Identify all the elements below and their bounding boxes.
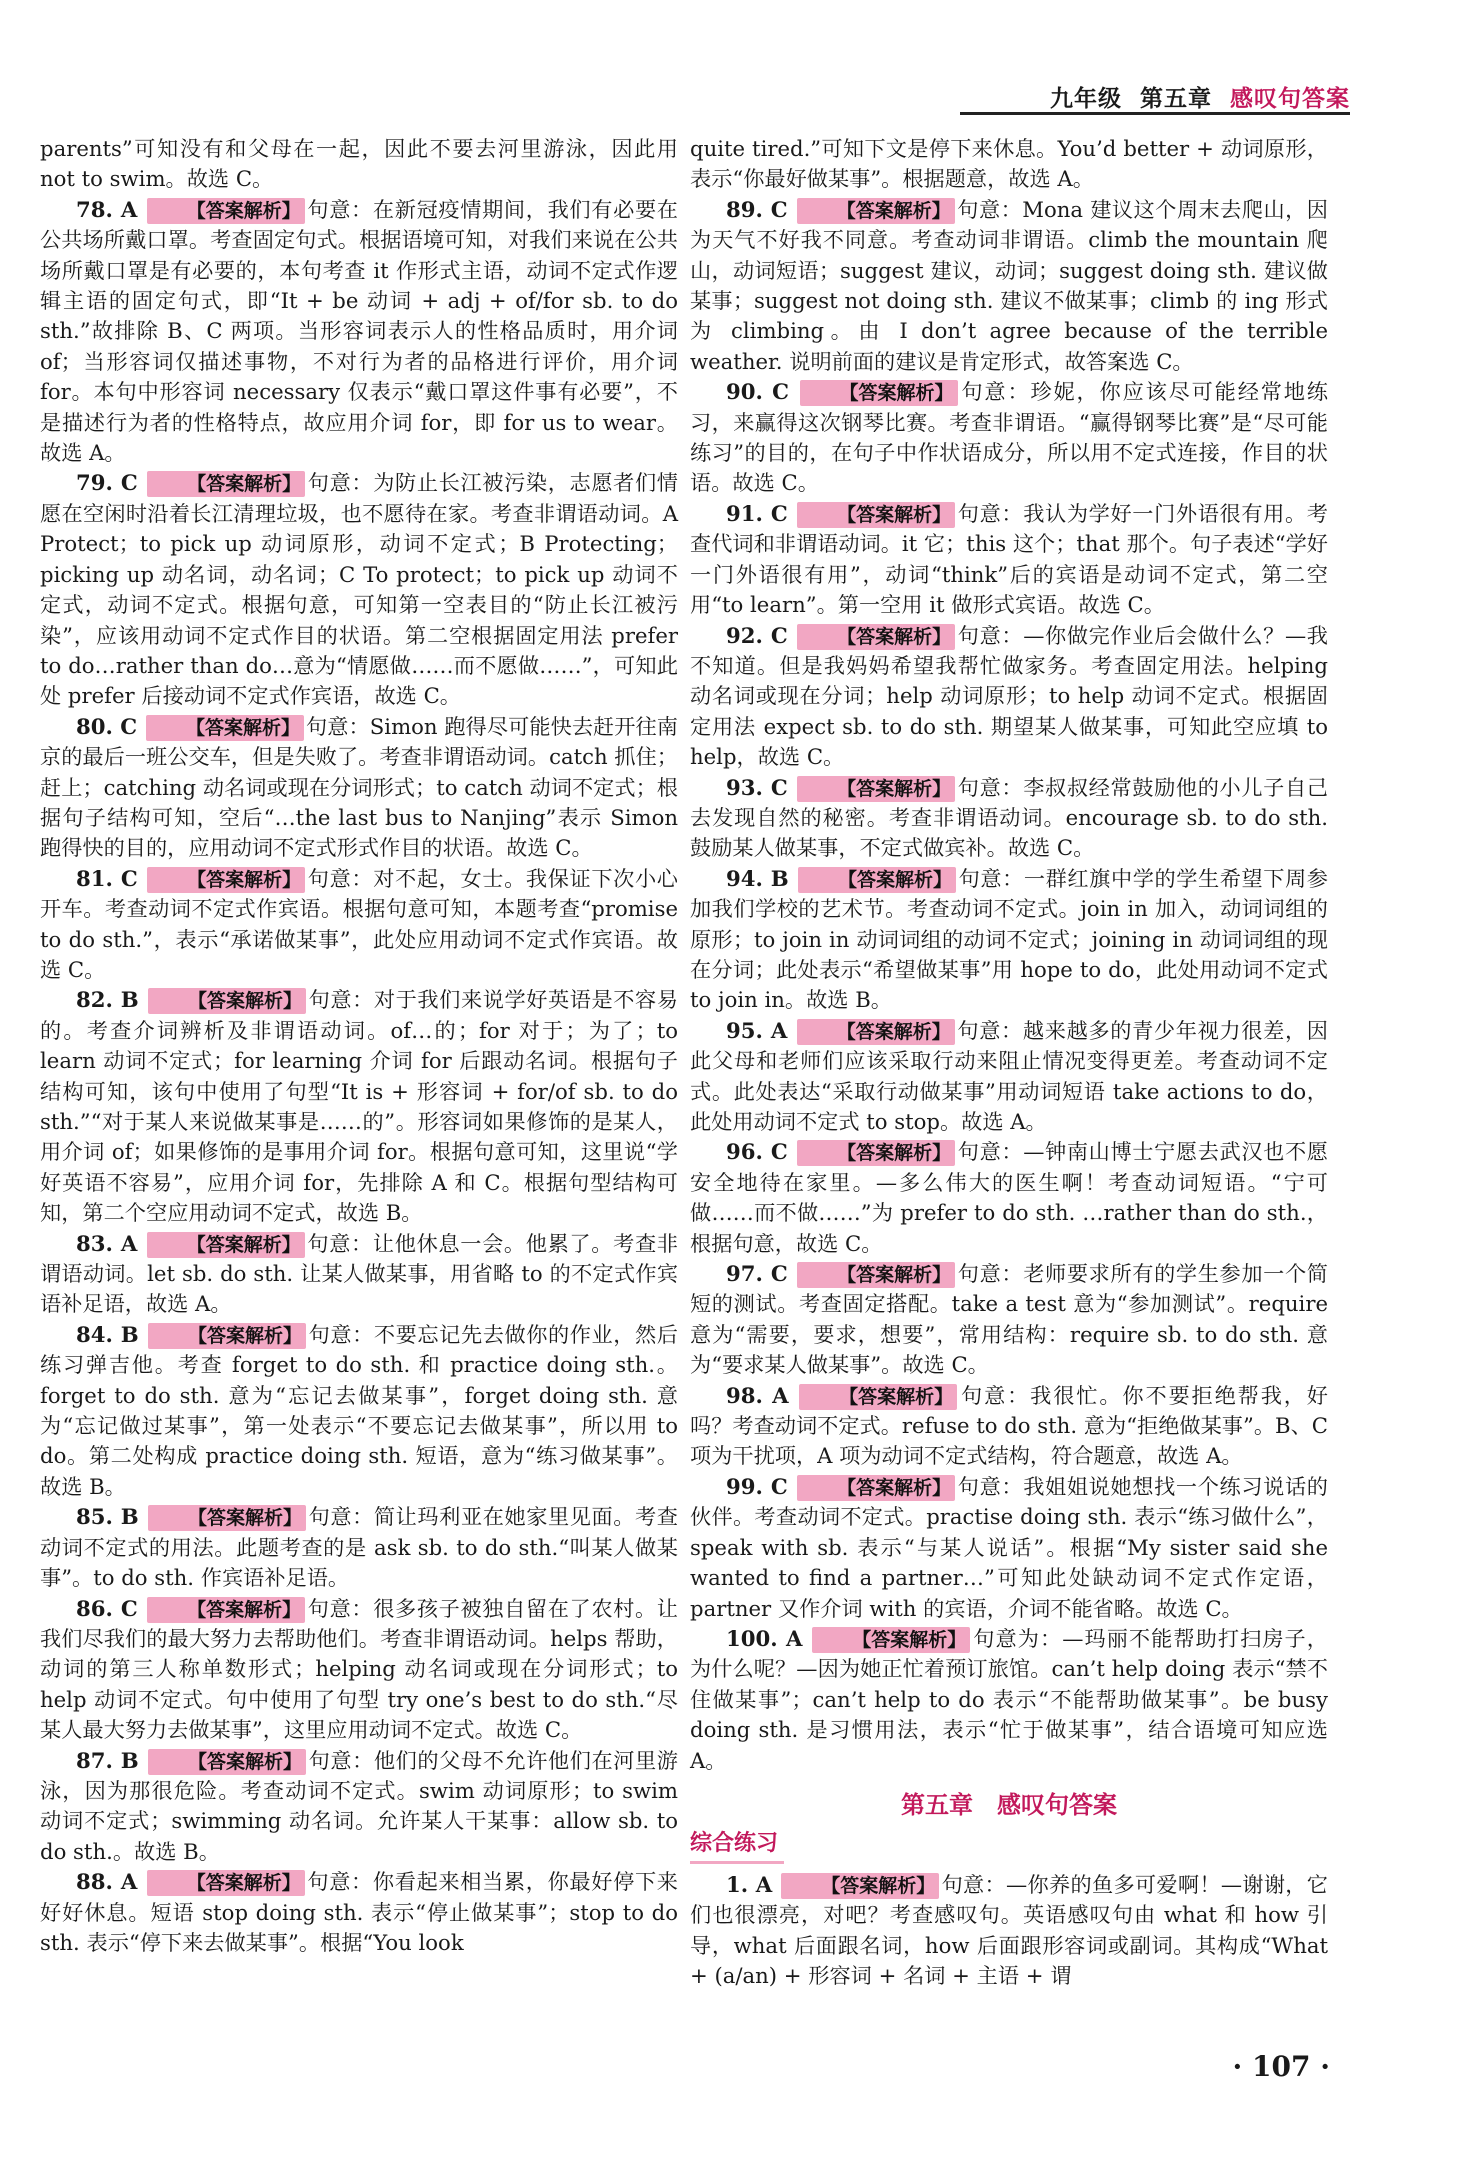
answer-item [690, 1137, 1328, 1259]
answer-analysis-tag: 【答案解析】 [148, 1749, 306, 1775]
answer-text: 句意：Simon 跑得尽可能快去赶开往南京的最后一班公交车，但是失败了。考查非谓语动词。catch 抓住；赶上；catching 动名词或现在分词形式；to catch 动词不定式；根据句子结构可知，空后“…the last bus to Nanjing”表示 Simon 跑得快的目的，应用动词不定式形式作目的状语。故选 C。 [40, 713, 678, 861]
answer-text: 句意：我很忙。你不要拒绝帮我，好吗？考查动词不定式。refuse to do sth. 意为“拒绝做某事”。B、C 项为干扰项，A 项为动词不定式结构，符合题意，故选 A。 [690, 1382, 1328, 1469]
answer-text: 句意：一群红旗中学的学生希望下周参加我们学校的艺术节。考查动词不定式。join in 加入，动词词组的原形；to join in 动词词组的动词不定式；joining in 动词词组的现在分词；此处表示“希望做某事”用 hope to do，此处用动词不定式 to join in。故选 B。 [690, 865, 1328, 1013]
answer-analysis-tag: 【答案解析】 [147, 198, 305, 224]
answer-analysis-tag: 【答案解析】 [147, 1597, 305, 1623]
answer-text: 句意：李叔叔经常鼓励他的小儿子自己去发现自然的秘密。考查非谓语动词。encourage sb. to do sth. 鼓励某人做某事，不定式做宾补。故选 C。 [690, 774, 1328, 861]
answer-analysis-tag: 【答案解析】 [797, 776, 955, 802]
answer-number: 100. A [726, 1625, 803, 1651]
answer-text: parents”可知没有和父母在一起，因此不要去河里游泳，因此用 not to swim。故选 C。 [40, 136, 678, 192]
answer-number: 78. A [76, 196, 138, 222]
answer-item [690, 195, 1328, 377]
answer-item [40, 1594, 678, 1746]
answer-number: 89. C [726, 196, 788, 222]
answer-number: 85. B [76, 1504, 139, 1530]
answer-text: 句意：为防止长江被污染，志愿者们情愿在空闲时沿着长江清理垃圾，也不愿待在家。考查非谓语动词。A Protect；to pick up 动词原形，动词不定式；B Protecting；picking up 动名词，动名词；C To protect；to pick up 动词不定式，动词不定式。根据句意，可知第一空表目的“防止长江被污染”，应该用动词不定式作目的状语。第二空根据固定用法 prefer to do…rather than do…意为“情愿做……而不愿做……”，可知此处 prefer 后接动词不定式作宾语，故选 C。 [40, 470, 678, 709]
answer-number: 83. A [76, 1230, 138, 1256]
answer-analysis-tag: 【答案解析】 [797, 1262, 955, 1288]
answer-analysis-tag: 【答案解析】 [797, 502, 955, 528]
answer-text: 句意：我姐姐说她想找一个练习说话的伙伴。考查动词不定式。practise doing sth. 表示“练习做什么”，speak with sb. 表示“与某人说话”。根据“My sister said she wanted to find a partner…”可知此处缺动词不定式作定语，partner 又作介词 with 的宾语，介词不能省略。故选 C。 [690, 1473, 1328, 1621]
right-column [690, 134, 1328, 1992]
answer-item [690, 621, 1328, 773]
answer-analysis-tag: 【答案解析】 [147, 867, 305, 893]
answer-item [690, 1870, 1328, 1992]
answer-analysis-tag: 【答案解析】 [799, 1384, 957, 1410]
answer-number: 86. C [76, 1595, 138, 1621]
answer-number: 84. B [76, 1321, 139, 1347]
answer-analysis-tag: 【答案解析】 [798, 867, 956, 893]
answer-item [690, 1016, 1328, 1138]
answer-number: 82. B [76, 987, 139, 1013]
answer-item [40, 1502, 678, 1593]
answer-item [40, 985, 678, 1228]
answer-number: 80. C [76, 713, 138, 739]
answer-analysis-tag: 【答案解析】 [148, 988, 306, 1014]
answer-text: 句意：—你做完作业后会做什么？—我不知道。但是我妈妈希望我帮忙做家务。考查固定用法。helping 动名词或现在分词；help 动词原形；to help 动词不定式。根据固定用法 expect sb. to do sth. 期望某人做某事，可知此空应填 to help，故选 C。 [690, 622, 1328, 770]
answer-item [40, 1867, 678, 1958]
answer-text: quite tired.”可知下文是停下来休息。You’d better + 动词原形，表示“你最好做某事”。根据题意，故选 A。 [690, 136, 1328, 192]
header-chapter: 第五章 [1139, 85, 1212, 112]
answer-text: 句意：—钟南山博士宁愿去武汉也不愿安全地待在家里。—多么伟大的医生啊！考查动词短语。“宁可做……而不做……”为 prefer to do sth. …rather than do sth.，根据句意，故选 C。 [690, 1139, 1328, 1256]
answer-analysis-tag: 【答案解析】 [147, 471, 305, 497]
answer-text: 句意：对于我们来说学好英语是不容易的。考查介词辨析及非谓语动词。of…的；for 对于；为了；to learn 动词不定式；for learning 介词 for 后跟动名词。根据句子结构可知，该句中使用了句型“It is + 形容词 + for/of sb. to do sth.”“对于某人来说做某事是……的”。形容词如果修饰的是某人，用介词 of；如果修饰的是事用介词 for。根据句意可知，这里说“学好英语不容易”，应用介词 for，先排除 A 和 C。根据句型结构可知，第二个空应用动词不定式，故选 B。 [40, 987, 678, 1226]
answer-item [40, 712, 678, 864]
answer-number: 96. C [726, 1139, 788, 1165]
answer-number: 88. A [76, 1869, 138, 1895]
answer-analysis-tag: 【答案解析】 [781, 1873, 939, 1899]
answer-text: 句意：简让玛利亚在她家里见面。考查动词不定式的用法。此题考查的是 ask sb. to do sth.“叫某人做某事”。to do sth. 作宾语补足语。 [40, 1504, 678, 1591]
answer-number: 91. C [726, 500, 788, 526]
answer-text: 句意：老师要求所有的学生参加一个简短的测试。考查固定搭配。take a test 意为“参加测试”。require 意为“需要，要求，想要”，常用结构：require sb. to do sth. 意为“要求某人做某事”。故选 C。 [690, 1261, 1328, 1378]
section-answer-list [690, 1870, 1328, 1992]
answer-item [40, 1746, 678, 1868]
section-title: 第五章 感叹句答案 [901, 1790, 1117, 1819]
answer-item [690, 1381, 1328, 1472]
answer-number: 1. A [726, 1871, 773, 1897]
left-column [40, 134, 678, 1958]
answer-item [40, 134, 678, 195]
answer-text: 句意：很多孩子被独自留在了农村。让我们尽我们的最大努力去帮助他们。考查非谓语动词。helps 帮助，动词的第三人称单数形式；helping 动名词或现在分词形式；to help 动词不定式。句中使用了句型 try one’s best to do sth.“尽某人最大努力去做某事”，这里应用动词不定式。故选 C。 [40, 1595, 678, 1743]
answer-text: 句意：在新冠疫情期间，我们有必要在公共场所戴口罩。考查固定句式。根据语境可知，对我们来说在公共场所戴口罩是有必要的，本句考查 it 作形式主语，动词不定式作逻辑主语的固定句式，即“It + be 动词 + adj + of/for sb. to do sth.”故排除 B、C 两项。当形容词表示人的性格品质时，用介词 of；当形容词仅描述事物，不对行为者的品格进行评价，用介词 for。本句中形容词 necessary 仅表示“戴口罩这件事有必要”，不是描述行为者的性格特点，故应用介词 for，即 for us to wear。故选 A。 [40, 196, 678, 466]
answer-item [40, 195, 678, 469]
answer-text: 句意：越来越多的青少年视力很差，因此父母和老师们应该采取行动来阻止情况变得更差。考查动词不定式。此处表达“采取行动做某事”用动词短语 take actions to do，此处用动词不定式 to stop。故选 A。 [690, 1017, 1328, 1134]
answer-item [690, 377, 1328, 499]
answer-item [690, 1472, 1328, 1624]
answer-analysis-tag: 【答案解析】 [147, 1232, 305, 1258]
answer-analysis-tag: 【答案解析】 [800, 380, 958, 406]
answer-analysis-tag: 【答案解析】 [147, 1870, 305, 1896]
answer-item [40, 864, 678, 986]
header-grade: 九年级 [1049, 85, 1122, 112]
page-header [40, 78, 1350, 112]
answer-analysis-tag: 【答案解析】 [797, 1475, 955, 1501]
header-topic: 感叹句答案 [1230, 85, 1350, 112]
answer-analysis-tag: 【答案解析】 [797, 624, 955, 650]
answer-analysis-tag: 【答案解析】 [797, 198, 955, 224]
page-number: · 107 · [1232, 2050, 1330, 2083]
header-text [1050, 80, 1350, 113]
answer-text: 句意：珍妮，你应该尽可能经常地练习，来赢得这次钢琴比赛。考查非谓语。“赢得钢琴比赛”是“尽可能练习”的目的，在句子中作状语成分，所以用不定式连接，作目的状语。故选 C。 [690, 379, 1328, 496]
right-answer-list [690, 134, 1328, 1776]
answer-item [690, 499, 1328, 621]
answer-text: 句意：让他休息一会。他累了。考查非谓语动词。let sb. do sth. 让某人做某事，用省略 to 的不定式作宾语补足语，故选 A。 [40, 1230, 678, 1317]
answer-number: 99. C [726, 1473, 788, 1499]
answer-analysis-tag: 【答案解析】 [148, 1505, 306, 1531]
answer-text: 句意：—你养的鱼多可爱啊！—谢谢，它们也很漂亮，对吧？考查感叹句。英语感叹句由 what 和 how 引导，what 后面跟名词，how 后面跟形容词或副词。其构成“What + (a/an) + 形容词 + 名词 + 主语 + 谓 [690, 1871, 1328, 1989]
answer-analysis-tag: 【答案解析】 [797, 1019, 955, 1045]
answer-number: 81. C [76, 865, 138, 891]
answer-text: 句意：不要忘记先去做你的作业，然后练习弹吉他。考查 forget to do sth. 和 practice doing sth.。forget to do sth. 意为“忘记去做某事”，forget doing sth. 意为“忘记做过某事”，第一处表示“不要忘记去做某事”，所以用 to do。第二处构成 practice doing sth. 短语，意为“练习做某事”。故选 B。 [40, 1321, 678, 1499]
answer-item [690, 864, 1328, 1016]
answer-analysis-tag: 【答案解析】 [812, 1627, 970, 1653]
header-rule [960, 112, 1350, 115]
answer-number: 93. C [726, 774, 788, 800]
answer-item [40, 468, 678, 711]
answer-number: 87. B [76, 1747, 139, 1773]
answer-item [690, 1259, 1328, 1381]
answer-item [690, 773, 1328, 864]
answer-number: 98. A [726, 1382, 789, 1408]
answer-item [690, 134, 1328, 195]
section-subtitle: 综合练习 [690, 1829, 784, 1864]
answer-number: 94. B [726, 865, 789, 891]
answer-text: 句意：我认为学好一门外语很有用。考查代词和非谓语动词。it 它；this 这个；that 那个。句子表述“学好一门外语很有用”，动词“think”后的宾语是动词不定式，第二空用“to learn”。第一空用 it 做形式宾语。故选 C。 [690, 500, 1328, 618]
answer-text: 句意为：—玛丽不能帮助打扫房子，为什么呢？—因为她正忙着预订旅馆。can’t help doing 表示“禁不住做某事”；can’t help to do 表示“不能帮助做某事”。be busy doing sth. 是习惯用法，表示“忙于做某事”，结合语境可知应选 A。 [690, 1625, 1328, 1773]
answer-item [40, 1229, 678, 1320]
answer-text: 句意：对不起，女士。我保证下次小心开车。考查动词不定式作宾语。根据句意可知，本题考查“promise to do sth.”，表示“承诺做某事”，此处应用动词不定式作宾语。故选 C。 [40, 865, 678, 982]
answer-item [690, 1624, 1328, 1776]
answer-text: 句意：你看起来相当累，你最好停下来好好休息。短语 stop doing sth. 表示“停止做某事”；stop to do sth. 表示“停下来去做某事”。根据“You look [40, 1869, 678, 1955]
answer-number: 92. C [726, 622, 788, 648]
answer-text: 句意：Mona 建议这个周末去爬山，因为天气不好我不同意。考查动词非谓语。climb the mountain 爬山，动词短语；suggest 建议，动词；suggest doing sth. 建议做某事；suggest not doing sth. 建议不做某事；climb 的 ing 形式为 climbing。由 I don’t agree because of the terrible weather. 说明前面的建议是肯定形式，故答案选 C。 [690, 196, 1328, 374]
answer-text: 句意：他们的父母不允许他们在河里游泳，因为那很危险。考查动词不定式。swim 动词原形；to swim 动词不定式；swimming 动名词。允许某人干某事：allow sb. to do sth.。故选 B。 [40, 1747, 678, 1864]
answer-item [40, 1320, 678, 1502]
answer-number: 79. C [76, 470, 138, 496]
answer-number: 95. A [726, 1017, 788, 1043]
answer-analysis-tag: 【答案解析】 [146, 715, 304, 741]
answer-analysis-tag: 【答案解析】 [148, 1323, 306, 1349]
answer-analysis-tag: 【答案解析】 [797, 1140, 955, 1166]
answer-number: 97. C [726, 1261, 788, 1287]
answer-number: 90. C [726, 379, 789, 405]
